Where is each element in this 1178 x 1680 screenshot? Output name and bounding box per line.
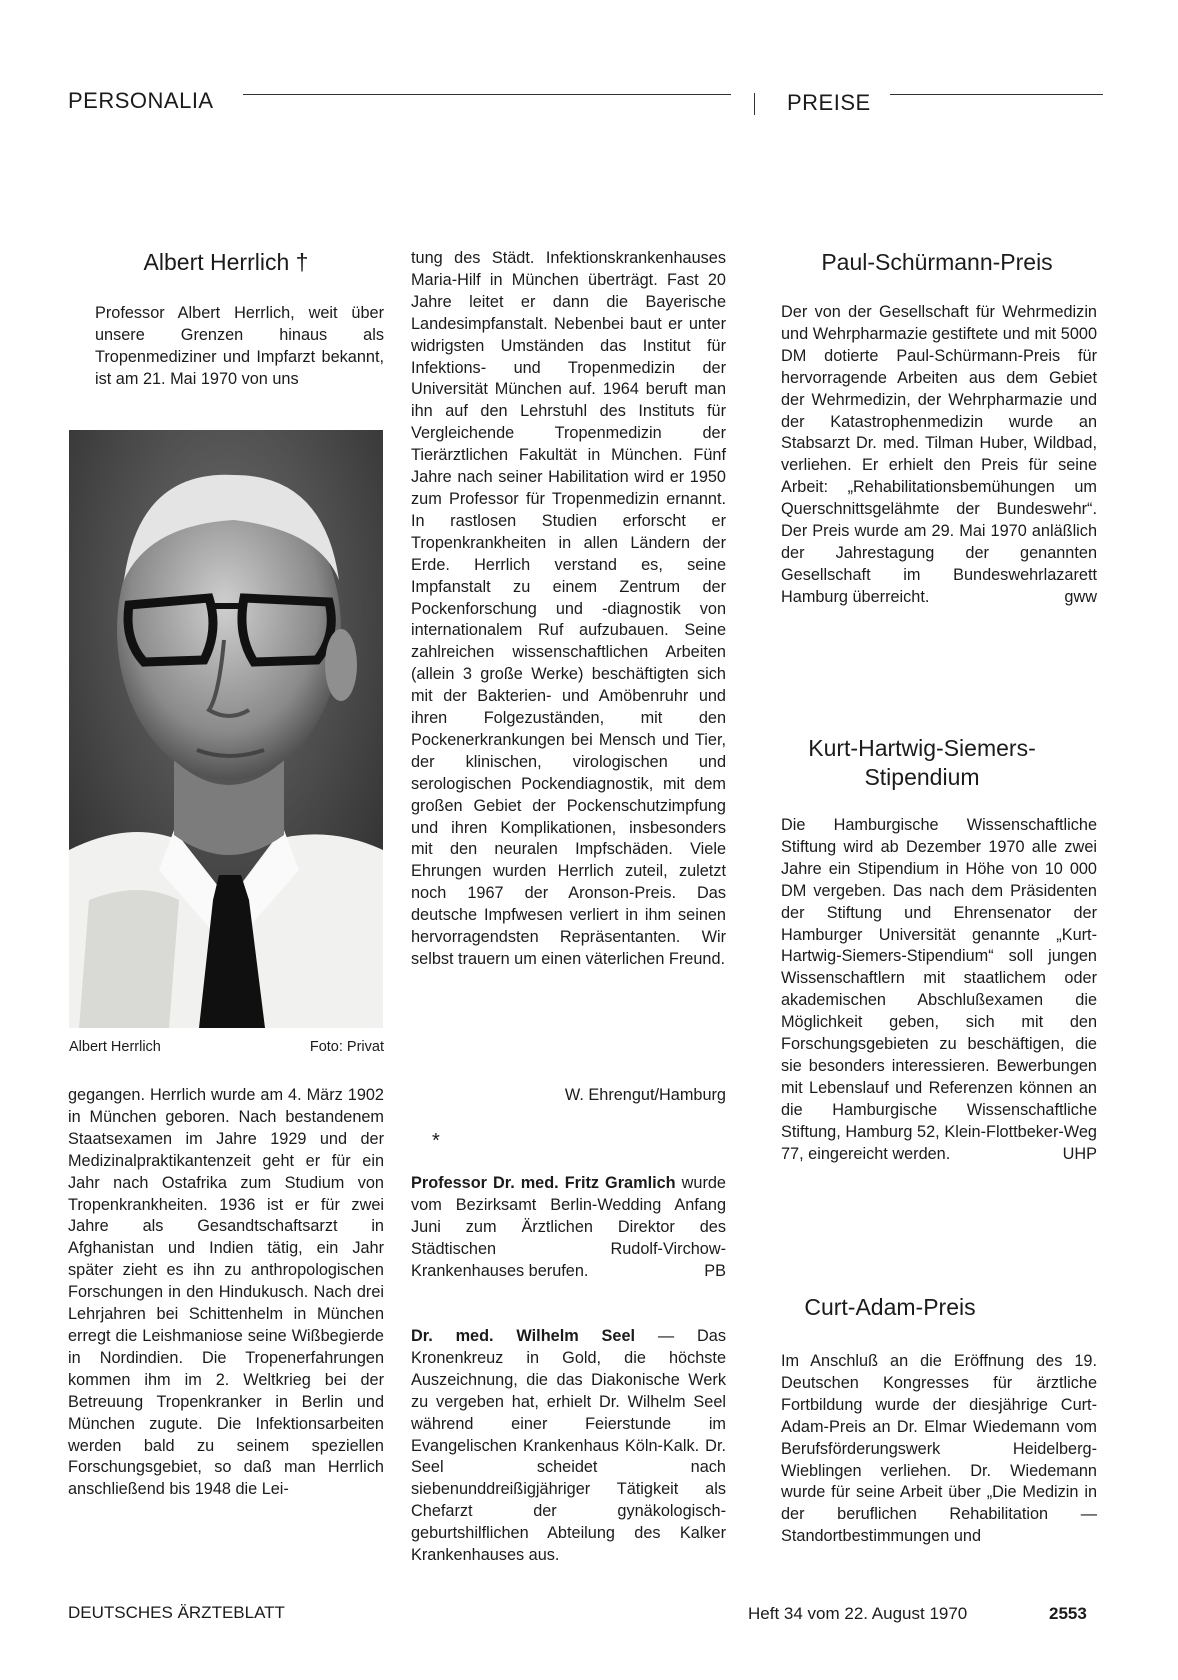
prize-text-curt-adam: Im Anschluß an die Eröffnung des 19. Deutschen Kongresses für ärztliche Fortbildung wurde der diesjährige Curt-Adam-Preis an Dr. Elmar Wiedemann vom Berufsförderungswerk Heidelberg-Wieblingen verliehen. Dr. Wiedemann wurde für seine Arbeit über „Die Medizin in der beruflichen Rehabilitation — Standortbestimmungen und: [781, 1352, 1097, 1546]
prize-title-schuermann: Paul-Schürmann-Preis: [821, 249, 1053, 275]
header-rule-left: [243, 94, 731, 95]
prize-initials: UHP: [1062, 1144, 1097, 1163]
news-item-name: Dr. med. Wilhelm Seel: [411, 1327, 636, 1345]
news-item-seel: [411, 1326, 726, 1567]
section-heading-personalia: PERSONALIA: [68, 88, 214, 113]
prize-text: Die Hamburgische Wissenschaftliche Stiftung wird ab Dezember 1970 alle zwei Jahre ein Stipendium in Höhe von 10 000 DM vergeben. Das nach dem Präsidenten der Stiftung und Ehrensenator der Hamburger Universität genannte „Kurt-Hartwig-Siemers-Stipendium“ soll jungen Wissenschaftlern mit staatlichem oder akademischen Abschlußexamen die Möglichkeit geben, sich mit den Forschungsgebieten zu beschäftigen, die sie besonders interessieren. Bewerbungen mit Lebenslauf und Referenzen können an die Hamburgische Wissenschaftliche Stiftung, Hamburg 52, Klein-Flottbeker-Weg 77, eingereicht werden.: [781, 816, 1097, 1163]
portrait-photo: [69, 430, 383, 1028]
photo-credit: Foto: Privat: [309, 1039, 384, 1055]
portrait-illustration: [69, 430, 383, 1028]
news-item-text: — Das Kronenkreuz in Gold, die höchste Auszeichnung, die das Diakonische Werk zu vergeben hat, erhielt Dr. Wilhelm Seel während einer Feierstunde im Evangelischen Krankenhaus Köln-Kalk. Dr. Seel scheidet nach siebenunddreißigjähriger Tätigkeit als Chefarzt der gynäkologisch-geburtshilflichen Abteilung des Kalker Krankenhauses aus.: [411, 1327, 726, 1565]
section-heading-preise: PREISE: [787, 90, 871, 115]
news-item-gramlich: [411, 1173, 726, 1283]
news-item-text: wurde vom Bezirksamt Berlin-Wedding Anfang Juni zum Ärztlichen Direktor des Städtischen Rudolf-Virchow-Krankenhauses berufen.: [411, 1174, 726, 1280]
news-item-name: Professor Dr. med. Fritz Gramlich: [411, 1174, 676, 1192]
prize-text: Der von der Gesellschaft für Wehrmedizin und Wehrpharmazie gestiftete und mit 5000 DM dotierte Paul-Schürmann-Preis für hervorragende Arbeiten aus dem Gebiet der Wehrmedizin, der Wehrpharmazie und der Katastrophenmedizin wurde an Stabsarzt Dr. med. Tilman Huber, Wildbad, verliehen. Er erhielt den Preis für seine Arbeit: „Rehabilitationsbemühungen um Querschnittsgelähmte der Bundeswehr“. Der Preis wurde am 29. Mai 1970 anläßlich der Jahrestagung der genannten Gesellschaft im Bundeswehrlazarett Hamburg überreicht.: [781, 303, 1097, 606]
section-separator: *: [432, 1130, 440, 1152]
obituary-title: Albert Herrlich †: [143, 249, 309, 275]
obituary-body-col2: tung des Städt. Infektionskrankenhauses Maria-Hilf in München überträgt. Fast 20 Jahre leitet er dann die Bayerische Landesimpfanstalt. Nebenbei baut er unter widrigsten Umständen das Institut für Infektions- und Tropenmedizin der Universität München auf. 1964 beruft man ihn auf den Lehrstuhl des Instituts für Vergleichende Tropenmedizin der Tierärztlichen Fakultät in München. Fünf Jahre nach seiner Habilitation wird er 1950 zum Professor für Tropenmedizin ernannt. In rastlosen Studien erforscht er Tropenkrankheiten in allen Ländern der Erde. Herrlich verstand es, seine Impfanstalt zu einem Zentrum der Pockenforschung und -diagnostik von internationalem Ruf aufzubauen. Seine zahlreichen wissenschaftlichen Arbeiten (allein 3 große Werke) beschäftigten sich mit der Bakterien- und Amöbenruhr und ihren Folgezuständen, mit den Pockenerkrankungen bei Mensch und Tier, der klinischen, virologischen und serologischen Pockendiagnostik, mit dem großen Gebiet der Pockenschutzimpfung und ihren Komplikationen, insbesonders mit den neuralen Impfschäden. Viele Ehrungen wurden Herrlich zuteil, zuletzt noch 1967 der Aronson-Preis. Das deutsche Impfwesen verliert in ihm seinen hervorragendsten Repräsentanten. Wir selbst trauern um einen väterlichen Freund.: [411, 249, 726, 968]
prize-text-schuermann: [781, 302, 1097, 609]
footer-page-number: 2553: [1049, 1604, 1087, 1623]
prize-text-siemers: [781, 815, 1097, 1166]
prize-title-siemers: Kurt-Hartwig-Siemers-Stipendium: [808, 735, 1036, 790]
obituary-body-col1: gegangen. Herrlich wurde am 4. März 1902 in München geboren. Nach bestandenem Staatsexamen im Jahre 1929 und der Medizinalpraktikantenzeit geht er für ein Jahr nach Ostafrika zum Studium von Tropenkrankheiten. 1936 ist er für zwei Jahre als Gesandtschaftsarzt in Afghanistan und Indien tätig, ein Jahr später zieht es ihn zu anthropologischen Forschungen in den Hindukusch. Nach drei Lehrjahren bei Schittenhelm in München erregt die Leishmaniose seine Wißbegierde in Nordindien. Die Tropenerfahrungen kommen ihm im 2. Weltkrieg bei der Betreuung Tropenkranker in Berlin und München zugute. Die Infektionsarbeiten werden bald zu seinem speziellen Forschungsgebiet, so daß man Herrlich anschließend bis 1948 die Lei-: [68, 1086, 384, 1499]
footer-issue: Heft 34 vom 22. August 1970: [748, 1604, 968, 1623]
obituary-intro: Professor Albert Herrlich, weit über unsere Grenzen hinaus als Tropenmediziner und Impfarzt bekannt, ist am 21. Mai 1970 von uns: [95, 304, 384, 388]
footer-journal: DEUTSCHES ÄRZTEBLATT: [68, 1603, 285, 1622]
obituary-signature: W. Ehrengut/Hamburg: [564, 1086, 726, 1104]
prize-title-curt-adam: Curt-Adam-Preis: [804, 1294, 976, 1320]
column-divider: [754, 93, 755, 115]
photo-caption: Albert Herrlich: [69, 1039, 161, 1055]
news-item-initials: PB: [704, 1261, 726, 1280]
prize-initials: gww: [1064, 587, 1097, 606]
header-rule-right: [890, 94, 1103, 95]
